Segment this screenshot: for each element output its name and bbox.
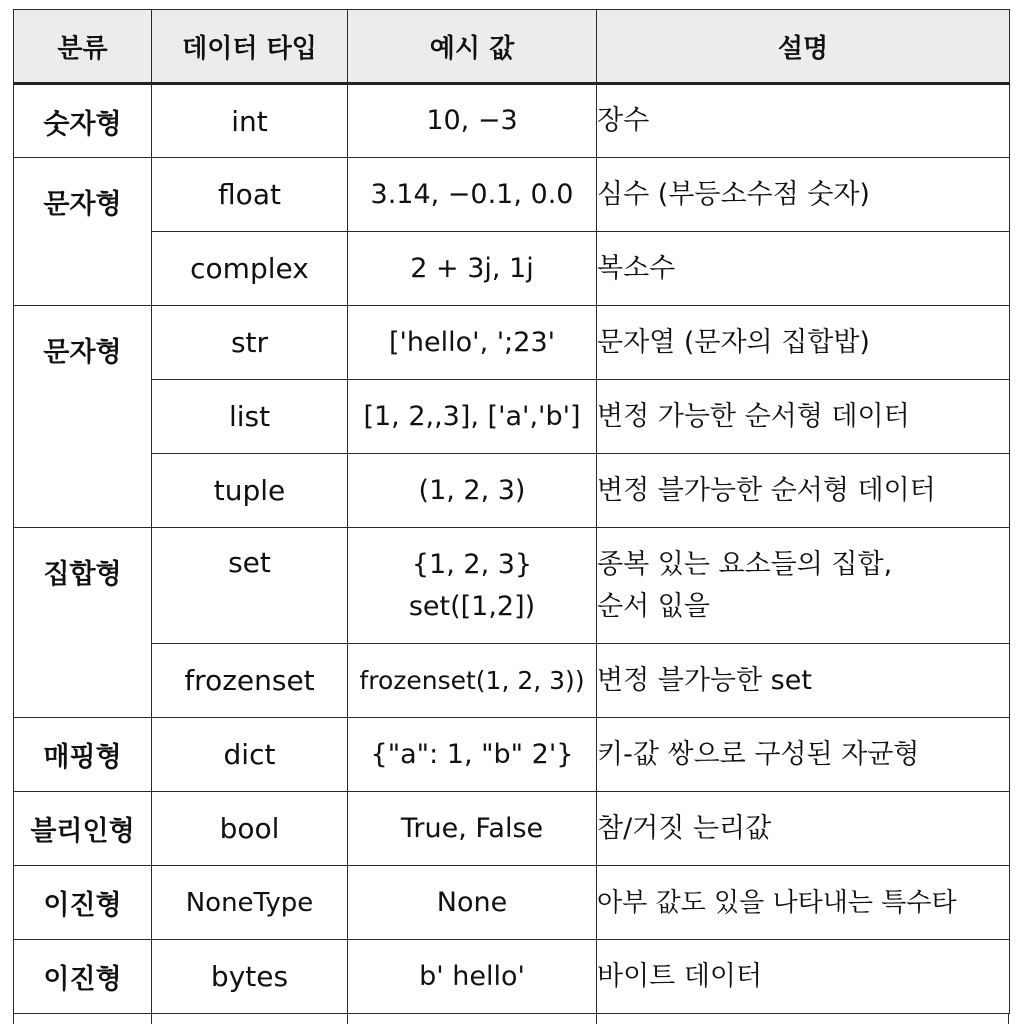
table-row [14,158,1010,232]
category-cell: 이진형 [14,866,152,940]
description-cell: 변정 가능한 순서형 데이터 [597,380,1010,454]
type-cell: bool [152,792,348,866]
example-cell: None [348,866,597,940]
table-row [14,866,1010,940]
description-cell: 변정 블가능한 순서형 데이터 [597,454,1010,528]
description-cell: 심수 (부등소수점 숫자) [597,158,1010,232]
example-cell: True, False [348,792,597,866]
table-row [14,232,1010,306]
category-cell: 블리인형 [14,792,152,866]
category-cell: 매핑형 [14,718,152,792]
example-cell: [1, 2,,3], ['a','b'] [348,380,597,454]
table-row [14,940,1010,1014]
description-line: 종복 있는 요소들의 집합, [597,548,893,580]
table-row [14,84,1010,158]
description-cell: 참/거짓 는리값 [597,792,1010,866]
type-cell: dict [152,718,348,792]
table-row [14,306,1010,380]
table-continuation [13,1014,1009,1024]
type-cell: float [152,158,348,232]
type-cell: set [152,528,348,644]
example-cell: (1, 2, 3) [348,454,597,528]
table-row [14,454,1010,528]
example-line: set([1,2]) [408,590,536,622]
type-cell: frozenset [152,644,348,718]
example-cell: ['hello', ';23' [348,306,597,380]
type-cell: tuple [152,454,348,528]
table-row [14,792,1010,866]
example-cell: {"a": 1, "b" 2'} [348,718,597,792]
example-cell: 3.14, −0.1, 0.0 [348,158,597,232]
table-row [14,528,1010,644]
category-cell: 문자형 [14,158,152,306]
description-cell [597,528,1010,644]
example-cell: 2 + 3ј, 1j [348,232,597,306]
table-row [14,644,1010,718]
table-row [14,718,1010,792]
example-cell [348,528,597,644]
type-cell: complex [152,232,348,306]
type-cell: NoneType [152,866,348,940]
table-row [14,380,1010,454]
category-cell: 문자형 [14,306,152,528]
type-cell: list [152,380,348,454]
example-line: {1, 2, 3} [411,548,533,580]
description-cell: 변정 블가능한 set [597,644,1010,718]
category-cell: 이진형 [14,940,152,1014]
header-category: 분류 [14,10,152,84]
example-cell: frozenset(1, 2, 3)) [348,644,597,718]
description-cell: 바이트 데이터 [597,940,1010,1014]
type-cell: int [152,84,348,158]
type-cell: bytes [152,940,348,1014]
description-cell: 키-값 쌍으로 구성된 자균형 [597,718,1010,792]
type-cell: str [152,306,348,380]
category-cell: 숫자형 [14,84,152,158]
description-cell: 문자열 (문자의 집합밥) [597,306,1010,380]
header-example: 예시 값 [348,10,597,84]
example-cell: b' hello' [348,940,597,1014]
category-cell: 집합형 [14,528,152,718]
header-type: 데이터 타입 [152,10,348,84]
description-line: 순서 잆을 [597,590,710,622]
description-cell: 복소수 [597,232,1010,306]
header-description: 설명 [597,10,1010,84]
example-cell: 10, −3 [348,84,597,158]
description-cell: 아부 값도 있을 나타내는 특수타 [597,866,1010,940]
description-cell: 장수 [597,84,1010,158]
data-types-table [13,9,1010,1014]
header-row [14,10,1010,84]
